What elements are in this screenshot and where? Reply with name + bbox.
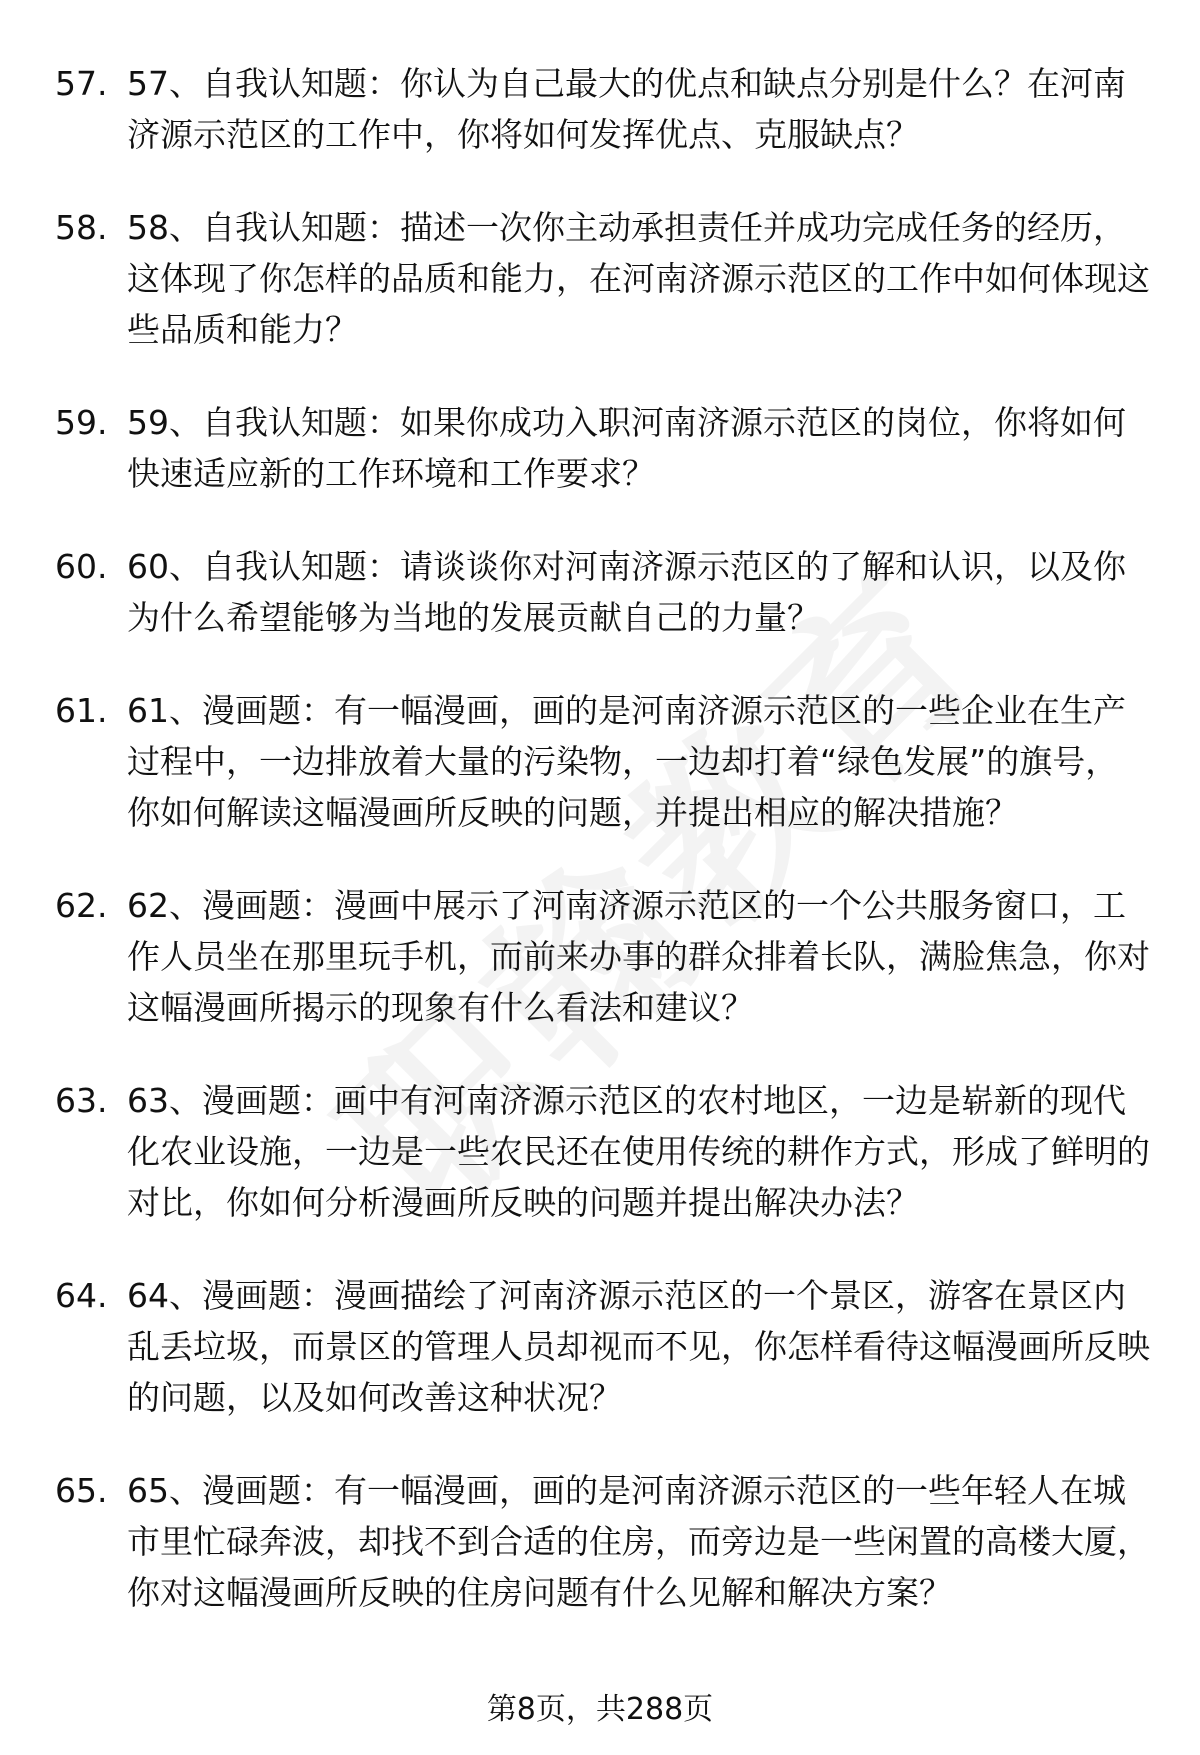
- list-item: [55, 1075, 1150, 1228]
- item-number: 63.: [55, 1081, 108, 1120]
- list-item: [55, 685, 1150, 838]
- item-number: 61.: [55, 691, 108, 730]
- item-text: 63、漫画题：画中有河南济源示范区的农村地区，一边是崭新的现代化农业设施，一边是一些农民还在使用传统的耕作方式，形成了鲜明的对比，你如何分析漫画所反映的问题并提出解决办法？: [127, 1081, 1150, 1222]
- item-text: 62、漫画题：漫画中展示了河南济源示范区的一个公共服务窗口，工作人员坐在那里玩手机，而前来办事的群众排着长队，满脸焦急，你对这幅漫画所揭示的现象有什么看法和建议？: [127, 886, 1150, 1027]
- item-text: 60、自我认知题：请谈谈你对河南济源示范区的了解和认识，以及你为什么希望能够为当地的发展贡献自己的力量？: [127, 547, 1126, 637]
- item-number: 58.: [55, 208, 108, 247]
- item-number: 57.: [55, 64, 108, 103]
- item-text: 58、自我认知题：描述一次你主动承担责任并成功完成任务的经历，这体现了你怎样的品质和能力，在河南济源示范区的工作中如何体现这些品质和能力？: [127, 208, 1150, 349]
- item-text: 57、自我认知题：你认为自己最大的优点和缺点分别是什么？在河南济源示范区的工作中，你将如何发挥优点、克服缺点？: [127, 64, 1126, 154]
- item-number: 59.: [55, 403, 108, 442]
- item-text: 65、漫画题：有一幅漫画，画的是河南济源示范区的一些年轻人在城市里忙碌奔波，却找不到合适的住房，而旁边是一些闲置的高楼大厦，你对这幅漫画所反映的住房问题有什么见解和解决方案？: [127, 1471, 1150, 1612]
- item-number: 64.: [55, 1276, 108, 1315]
- item-text: 64、漫画题：漫画描绘了河南济源示范区的一个景区，游客在景区内乱丢垃圾，而景区的管理人员却视而不见，你怎样看待这幅漫画所反映的问题，以及如何改善这种状况？: [127, 1276, 1150, 1417]
- item-text: 59、自我认知题：如果你成功入职河南济源示范区的岗位，你将如何快速适应新的工作环境和工作要求？: [127, 403, 1126, 493]
- list-item: [55, 397, 1150, 499]
- list-item: [55, 880, 1150, 1033]
- page-number-footer: 第8页，共288页: [486, 1692, 714, 1727]
- item-number: 65.: [55, 1471, 108, 1510]
- list-item: [55, 58, 1150, 160]
- list-item: [55, 202, 1150, 355]
- list-item: [55, 1465, 1150, 1618]
- question-list: [55, 58, 1150, 1660]
- list-item: [55, 541, 1150, 643]
- list-item: [55, 1270, 1150, 1423]
- item-text: 61、漫画题：有一幅漫画，画的是河南济源示范区的一些企业在生产过程中，一边排放着大量的污染物，一边却打着“绿色发展”的旗号，你如何解读这幅漫画所反映的问题，并提出相应的解决措施？: [127, 691, 1126, 832]
- item-number: 62.: [55, 886, 108, 925]
- item-number: 60.: [55, 547, 108, 586]
